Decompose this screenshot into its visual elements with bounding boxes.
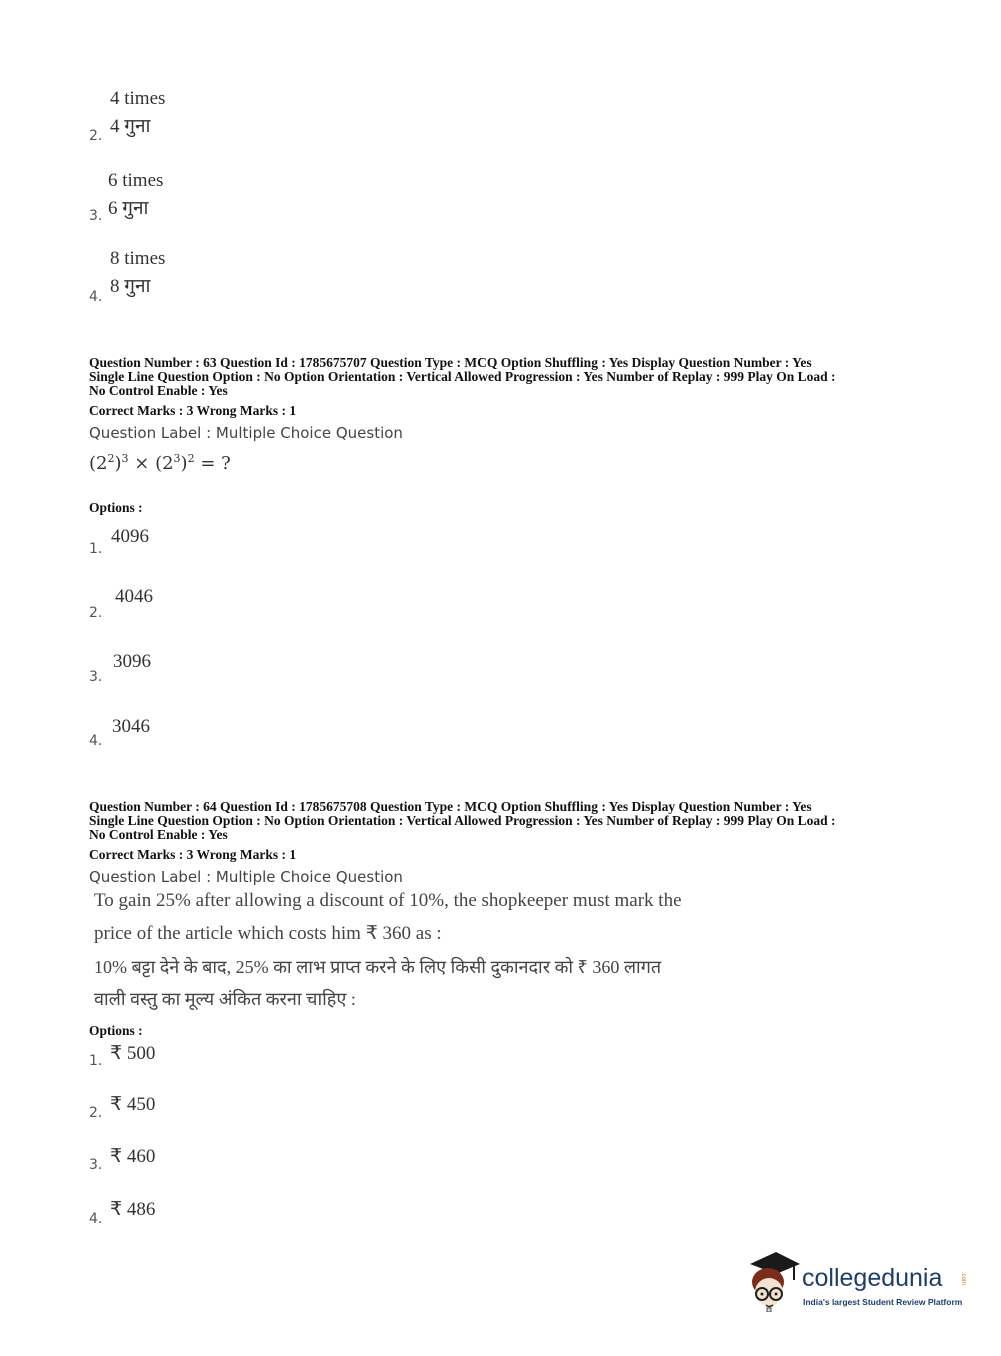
logo-suffix: .com — [960, 1272, 966, 1286]
question-text-hi: 10% बट्टा देने के बाद, 25% का लाभ प्राप्त करने के लिए किसी दुकानदार को ₹ 360 लागत — [94, 957, 662, 977]
logo-name: collegedunia — [802, 1264, 943, 1292]
option-text: 4046 — [115, 586, 153, 607]
option-text: 3096 — [113, 651, 151, 672]
option-text-en: 6 times — [108, 170, 164, 191]
option-number: 3. — [89, 208, 103, 224]
question-meta-line: Question Number : 63 Question Id : 1785675707 Question Type : MCQ Option Shuffling : Yes Display Question Number : Yes — [89, 355, 812, 370]
option-text: 3046 — [112, 716, 150, 737]
question-text-hi: वाली वस्तु का मूल्य अंकित करना चाहिए : — [94, 989, 356, 1009]
question-meta-line: Single Line Question Option : No Option Orientation : Vertical Allowed Progression : Yes Number of Replay : 999 Play On Load : — [89, 369, 836, 384]
option-number: 1. — [89, 541, 103, 557]
question-meta-line: No Control Enable : Yes — [89, 827, 228, 842]
option-number: 1. — [89, 1053, 103, 1069]
math-expression: $(2^2)^3 \times (2^3)^2$ = ? — [89, 452, 231, 474]
question-text-en: price of the article which costs him ₹ 360 as : — [94, 923, 442, 944]
option-number: 4. — [89, 733, 103, 749]
question-label: Question Label : Multiple Choice Question — [89, 424, 403, 442]
logo-tagline: India's largest Student Review Platform — [803, 1297, 963, 1307]
mascot-icon — [742, 1250, 802, 1312]
question-meta-line: Question Number : 64 Question Id : 1785675708 Question Type : MCQ Option Shuffling : Yes Display Question Number : Yes — [89, 799, 812, 814]
options-heading: Options : — [89, 500, 143, 515]
question-text-en: To gain 25% after allowing a discount of 10%, the shopkeeper must mark the — [94, 890, 682, 911]
option-number: 4. — [89, 1211, 103, 1227]
option-text-hi: 4 गुना — [110, 116, 151, 137]
option-number: 2. — [89, 128, 103, 144]
option-number: 4. — [89, 289, 103, 305]
option-number: 3. — [89, 1157, 103, 1173]
marks-line: Correct Marks : 3 Wrong Marks : 1 — [89, 847, 297, 862]
option-text-hi: 6 गुना — [108, 198, 149, 219]
options-heading: Options : — [89, 1023, 143, 1038]
collegedunia-logo — [742, 1250, 972, 1316]
option-text: ₹ 500 — [110, 1043, 156, 1064]
option-text-hi: 8 गुना — [110, 276, 151, 297]
question-meta-line: No Control Enable : Yes — [89, 383, 228, 398]
question-label: Question Label : Multiple Choice Question — [89, 868, 403, 886]
option-text: ₹ 486 — [110, 1199, 156, 1220]
option-number: 3. — [89, 669, 103, 685]
option-number: 2. — [89, 605, 103, 621]
question-meta-line: Single Line Question Option : No Option Orientation : Vertical Allowed Progression : Yes Number of Replay : 999 Play On Load : — [89, 813, 836, 828]
option-text-en: 4 times — [110, 88, 166, 109]
option-text: 4096 — [111, 526, 149, 547]
option-number: 2. — [89, 1105, 103, 1121]
option-text-en: 8 times — [110, 248, 166, 269]
marks-line: Correct Marks : 3 Wrong Marks : 1 — [89, 403, 297, 418]
option-text: ₹ 460 — [110, 1146, 156, 1167]
option-text: ₹ 450 — [110, 1094, 156, 1115]
